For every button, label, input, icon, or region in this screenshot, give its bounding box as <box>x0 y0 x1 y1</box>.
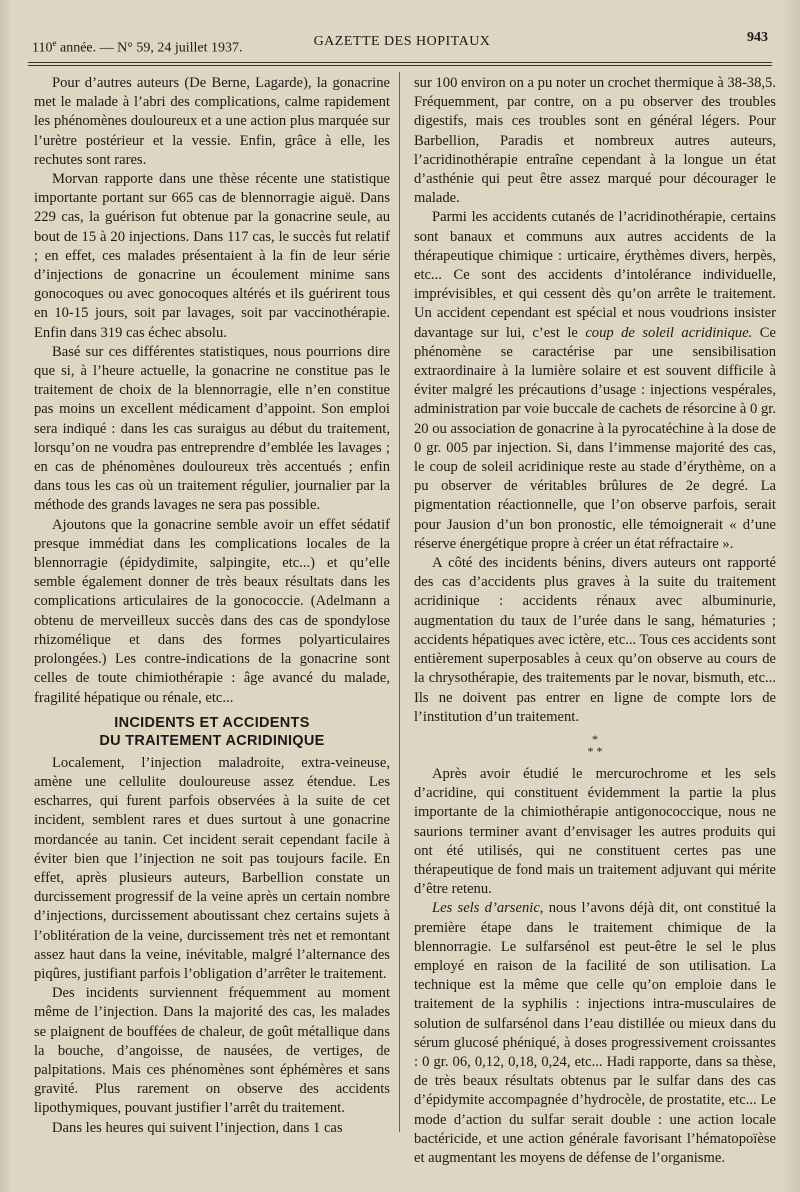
paragraph-text: Parmi les accidents cutanés de l’acridinothérapie, certains sont banaux et communs aux autres accidents de la thérapeutique chimique : urticaire, érythèmes divers, herpès, etc... Ce sont des accidents d’intolérance individuelle, imprévisibles, et qui cessent dès qu’on arrête le traitement. Un accident cependant est spécial et nous voudrions insister davantage sur lui, c’est le <box>414 209 776 341</box>
section-heading-line2: DU TRAITEMENT ACRIDINIQUE <box>99 732 325 749</box>
right-column <box>414 74 776 1168</box>
paragraph: Ajoutons que la gonacrine semble avoir un effet sédatif presque immédiat dans les complications locales de la blennorragie (épidydimite, salpingite, etc...) et qu’elle semble également donner de très beaux résultats dans les complications articulaires de la gonococcie. (Adelmann a obtenu de merveilleux succès dans des cas de spondylose rhizomélique et dans des formes polyarticulaires prolongées.) Les contre-indications de la gonacrine sont celles de toute chimiothérapie : âge avancé du malade, fragilité hépatique ou rénale, etc... <box>34 516 390 706</box>
paragraph: A côté des incidents bénins, divers auteurs ont rapporté des cas d’accidents plus graves à la suite du traitement acridinique : accidents rénaux avec albuminurie, augmentation du taux de l’urée dans le sang, hématuries ; accidents hépatiques avec ictère, etc... Tous ces accidents sont entièrement superposables à ceux qu’on observe au cours de la chrysothérapie, des traitements par le novar, bismuth, etc... Ils ne doivent pas entrer en ligne de compte lors de l’institution d’un traitement. <box>414 555 776 725</box>
column-divider <box>399 72 400 1132</box>
section-heading <box>34 714 390 750</box>
header-rule-bottom <box>28 65 772 66</box>
paragraph: Localement, l’injection maladroite, extra-veineuse, amène une cellulite douloureuse assez étendue. Les escharres, qui furent parfois observées à la suite de cet incident, semblent rares et dues surtout à une gonacrine mordancée au tanin. Cet incident serait cependant facile à éviter bien que l’injection ne soit pas toujours facile. En effet, après plusieurs auteurs, Barbellion constate un durcissement progressif de la veine après un certain nombre d’injections, durcissement aboutissant chez certains sujets à l’oblitération de la veine, durcissement très net et remontant assez haut dans la veine, inévitable, malgré l’alternance des piqûres, justifiant parfois l’obligation d’arrêter le traitement. <box>34 754 390 982</box>
paragraph-text: Ce phénomène se caractérise par une sensibilisation extraordinaire à la lumière solaire et est souvent difficile à éviter malgré les précautions d’usage : injections vespérales, administration par voie buccale de cachets de résorcine à 0 gr. 20 ou association de gonacrine à la pyrocatéchine à la dose de 0 gr. 005 par injection. Si, dans l’immense majorité des cas, le coup de soleil acridinique reste au stade d’érythème, on a pu observer de véritables brûlures de 2e degré. La pigmentation réactionnelle, que l’on observe parfois, serait pour Jausion d’un bon pronostic, elle témoignerait « d’une réserve énergétique propre à créer un état réfractaire ». <box>414 324 776 552</box>
paragraph <box>414 899 776 1168</box>
paragraph <box>414 208 776 554</box>
journal-title: GAZETTE DES HOPITAUX <box>313 34 491 49</box>
paragraph: Morvan rapporte dans une thèse récente une statistique importante portant sur 665 cas de blennorragie aiguë. Dans 229 cas, la guérison fut obtenue par la gonacrine seule, au bout de 15 à 20 injections. Dans 117 cas, le succès fut relatif ; en effet, ces malades présentaient à la fin de leur série d’injections de gonacrine un écoulement minime sans gonocoques ou avec gonocoques altérés et ils guérirent tous en 10-15 jours, soit par lavages, soit par vaccinothérapie. Enfin dans 319 cas échec absolu. <box>34 171 390 341</box>
asterism-top: * <box>592 731 598 746</box>
paragraph-italic-term: coup de soleil acridinique. <box>585 324 753 341</box>
asterism-bottom: * * <box>587 743 603 758</box>
paragraph: Basé sur ces différentes statistiques, nous pourrions dire que si, à l’heure actuelle, la gonacrine ne constitue pas le traitement de choix de la blennorragie, elle n’en constitue pas moins un excellent médicament d’appoint. Son emploi sera indiqué : dans les cas suraigus au début du traitement, lorsqu’on ne voudra pas entreprendre d’emblée les lavages ; en cas de phénomènes douloureux très accentués ; enfin dans tous les cas où un traitement régulier, journalier par la méthode des grands lavages ne sera pas possible. <box>34 343 390 514</box>
page-number: 943 <box>747 30 768 45</box>
paragraph: Des incidents surviennent fréquemment au moment même de l’injection. Dans la majorité des cas, les malades se plaignent de bouffées de chaleur, de goût métallique dans la bouche, d’angoisse, de nausées, de vertiges, de palpitations. Mais ces phénomènes sont éphémères et sans gravité. Plus rarement on observe des accidents lipothymiques, pouvant justifier l’arrêt du traitement. <box>34 985 390 1117</box>
section-separator <box>414 733 776 757</box>
paragraph: sur 100 environ on a pu noter un crochet thermique à 38-38,5. Fréquemment, par contre, on a pu observer des troubles digestifs, mais ces troubles sont en général légers. Pour Barbellion, Paradis et nombreux autres auteurs, l’acridinothérapie entraîne cependant à la longue un état d’asthénie qui peut être assez marqué pour décourager le malade. <box>414 75 776 207</box>
paragraph-text: nous l’avons déjà dit, ont constitué la première étape dans le traitement chimique de la blennorragie. Le sulfarsénol est peut-être le sel le plus employé en raison de la facilité de son utilisation. La technique est la même que celle qu’on emploie dans le traitement de la syphilis : injections intra-musculaires de solution de sulfarsénol dans l’eau distillée ou mieux dans du sérum glucosé phéniqué, à doses progressivement croissantes : 0 gr. 06, 0,12, 0,18, 0,24, etc... Hadi rapporte, dans sa thèse, de très beaux résultats obtenus par le sulfar dans des cas d’épidymite accompagnée d’hydrocèle, de prostatite, etc... Le mode d’action du sulfar serait double : une action locale bactéricide, et une action générale favorisant l’hématopoïèse et augmentant les moyens de défense de l’organisme. <box>414 900 776 1166</box>
paragraph: Dans les heures qui suivent l’injection, dans 1 cas <box>52 1119 343 1136</box>
issue-year-number: 110 <box>32 40 53 56</box>
paragraph: Après avoir étudié le mercurochrome et les sels d’acridine, qui constituent évidemment la partie la plus importante de la chimiothérapie antigonococcique, nous ne saurions terminer avant d’envisager les autres produits qui ont été utilisés, qui ne constituent certes pas une thérapeutique de fond mais un traitement adjuvant qui mérite d’être retenu. <box>414 765 776 898</box>
paragraph: Pour d’autres auteurs (De Berne, Lagarde), la gonacrine met le malade à l’abri des complications, calme rapidement les phénomènes douloureux et a une action plus marquée sur l’urètre postérieur et la vessie. Enfin, grâce à elle, les rechutes sont rares. <box>34 75 390 168</box>
header-rule-top <box>28 62 772 63</box>
page-header <box>32 30 772 60</box>
issue-year-suffix: e <box>52 38 57 48</box>
left-column <box>34 74 390 1138</box>
paragraph-italic-term: Les sels d’arsenic, <box>432 900 544 917</box>
section-heading-line1: INCIDENTS ET ACCIDENTS <box>114 714 310 731</box>
issue-date: année. — N° 59, 24 juillet 1937. <box>56 40 243 56</box>
